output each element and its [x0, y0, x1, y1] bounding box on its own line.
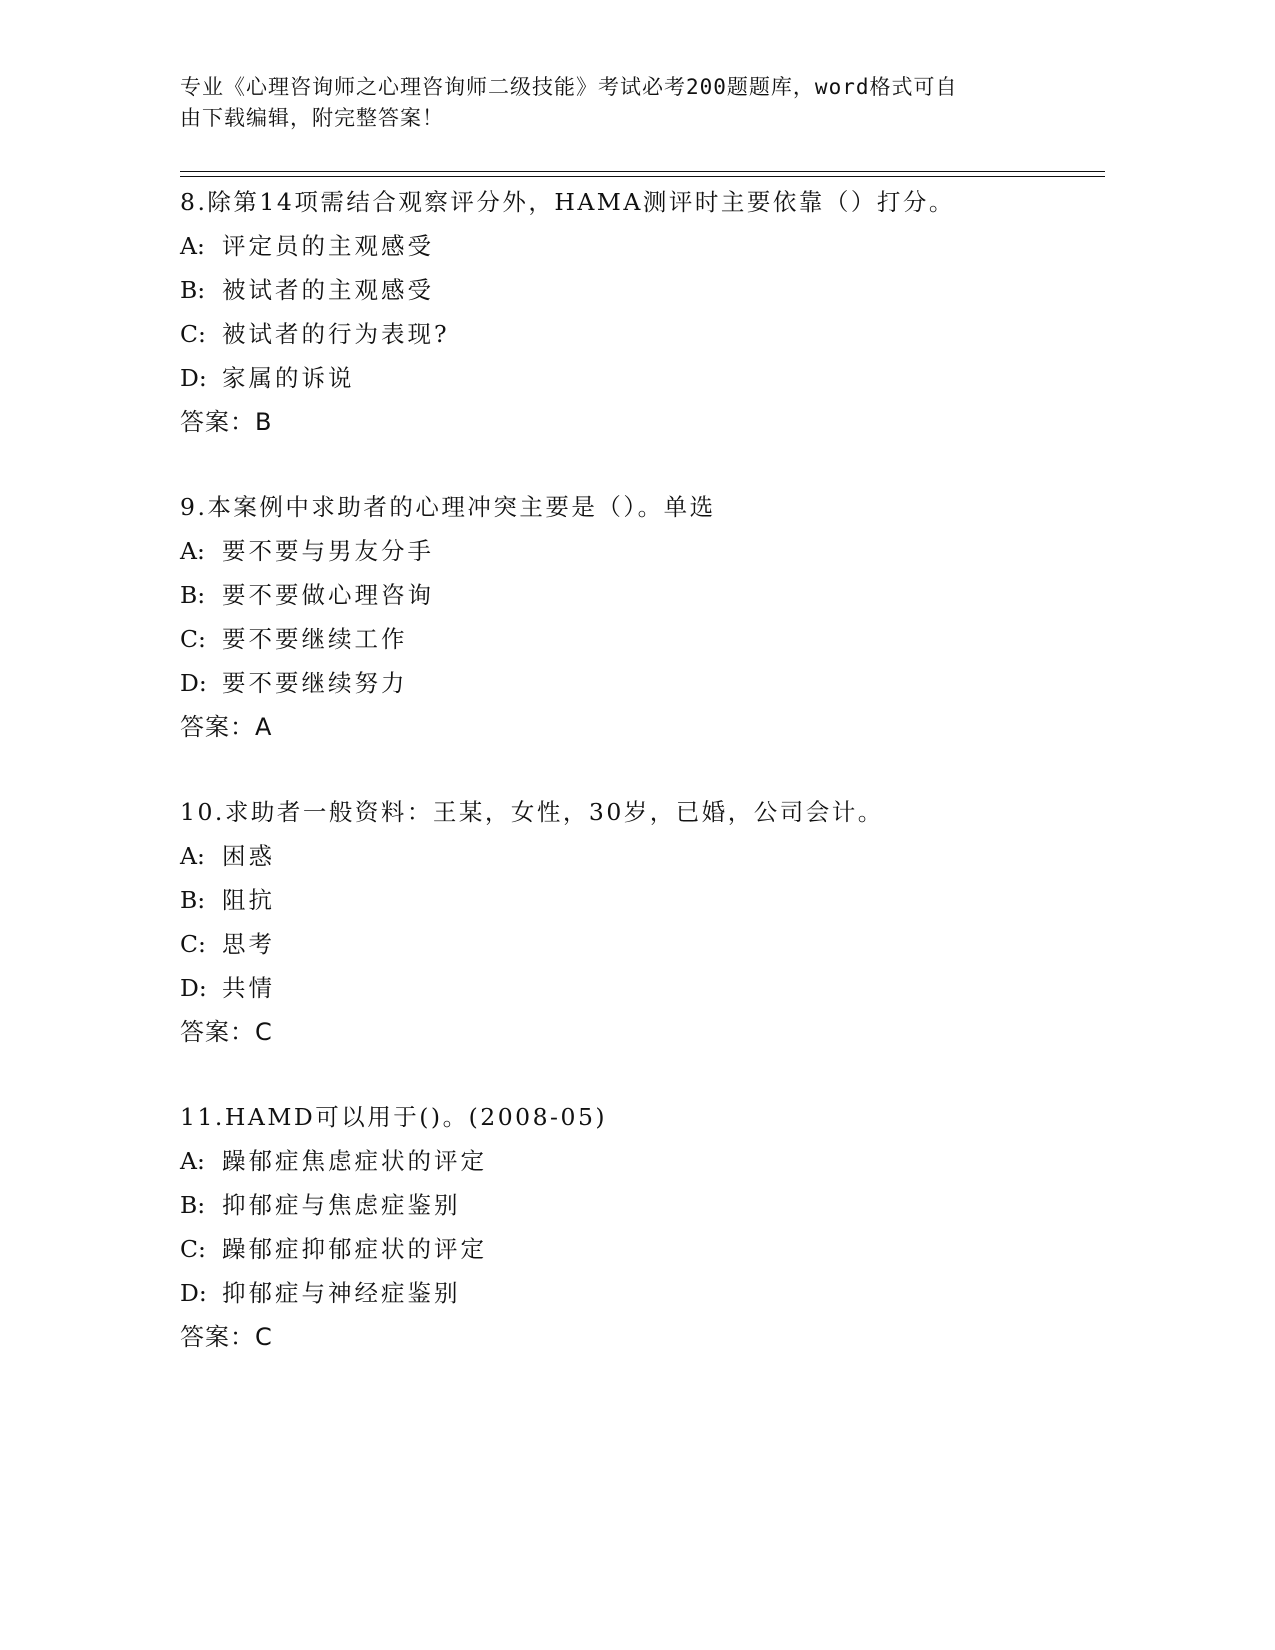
- option-c: [180, 312, 1100, 356]
- option-c: [180, 922, 1100, 966]
- option-b: [180, 878, 1100, 922]
- option-text: 评定员的主观感受: [222, 232, 434, 260]
- option-b: [180, 573, 1100, 617]
- option-text: 躁郁症抑郁症状的评定: [222, 1235, 487, 1263]
- option-label: B:: [180, 1191, 206, 1219]
- header-divider-top: [180, 171, 1105, 172]
- option-text: 被试者的主观感受: [222, 276, 434, 304]
- option-label: D:: [180, 364, 207, 392]
- header-line-1: 专业《心理咨询师之心理咨询师二级技能》考试必考200题题库，word格式可自: [180, 75, 958, 99]
- answer-line: 答案：B: [180, 408, 273, 436]
- option-text: 抑郁症与神经症鉴别: [222, 1279, 461, 1307]
- option-label: B:: [180, 886, 206, 914]
- option-label: B:: [180, 581, 206, 609]
- option-label: A:: [180, 1147, 205, 1175]
- option-label: D:: [180, 1279, 207, 1307]
- option-text: 要不要做心理咨询: [222, 581, 434, 609]
- option-label: A:: [180, 842, 205, 870]
- option-text: 抑郁症与焦虑症鉴别: [222, 1191, 461, 1219]
- option-label: C:: [180, 625, 206, 653]
- question-stem: 10.求助者一般资料：王某，女性，30岁，已婚，公司会计。: [180, 798, 884, 826]
- option-label: B:: [180, 276, 206, 304]
- option-text: 要不要继续努力: [222, 669, 408, 697]
- option-text: 要不要与男友分手: [222, 537, 434, 565]
- question-block: [180, 485, 1100, 749]
- option-a: [180, 529, 1100, 573]
- option-label: C:: [180, 320, 206, 348]
- answer-line: 答案：C: [180, 1018, 273, 1046]
- header-divider-bottom: [180, 176, 1105, 177]
- option-a: [180, 224, 1100, 268]
- option-text: 家属的诉说: [222, 364, 355, 392]
- option-d: [180, 356, 1100, 400]
- option-label: D:: [180, 669, 207, 697]
- option-text: 要不要继续工作: [222, 625, 408, 653]
- option-d: [180, 1271, 1100, 1315]
- option-c: [180, 617, 1100, 661]
- option-text: 被试者的行为表现?: [222, 320, 450, 348]
- question-stem: 8.除第14项需结合观察评分外，HAMA测评时主要依靠（）打分。: [180, 188, 955, 216]
- option-c: [180, 1227, 1100, 1271]
- question-block: [180, 1095, 1100, 1359]
- option-b: [180, 268, 1100, 312]
- option-d: [180, 661, 1100, 705]
- option-a: [180, 1139, 1100, 1183]
- answer-line: 答案：A: [180, 713, 273, 741]
- option-a: [180, 834, 1100, 878]
- option-text: 思考: [222, 930, 275, 958]
- option-b: [180, 1183, 1100, 1227]
- option-d: [180, 966, 1100, 1010]
- option-text: 躁郁症焦虑症状的评定: [222, 1147, 487, 1175]
- option-label: D:: [180, 974, 207, 1002]
- document-header: [180, 72, 1040, 134]
- answer-line: 答案：C: [180, 1323, 273, 1351]
- question-stem: 9.本案例中求助者的心理冲突主要是（）。单选: [180, 493, 716, 521]
- question-block: [180, 790, 1100, 1054]
- option-label: C:: [180, 930, 206, 958]
- option-text: 困惑: [222, 842, 275, 870]
- option-label: A:: [180, 232, 205, 260]
- option-label: A:: [180, 537, 205, 565]
- question-stem: 11.HAMD可以用于()。(2008-05): [180, 1103, 608, 1131]
- option-label: C:: [180, 1235, 206, 1263]
- option-text: 共情: [222, 974, 275, 1002]
- question-block: [180, 180, 1100, 444]
- header-line-2: 由下载编辑，附完整答案！: [180, 106, 444, 130]
- option-text: 阻抗: [222, 886, 275, 914]
